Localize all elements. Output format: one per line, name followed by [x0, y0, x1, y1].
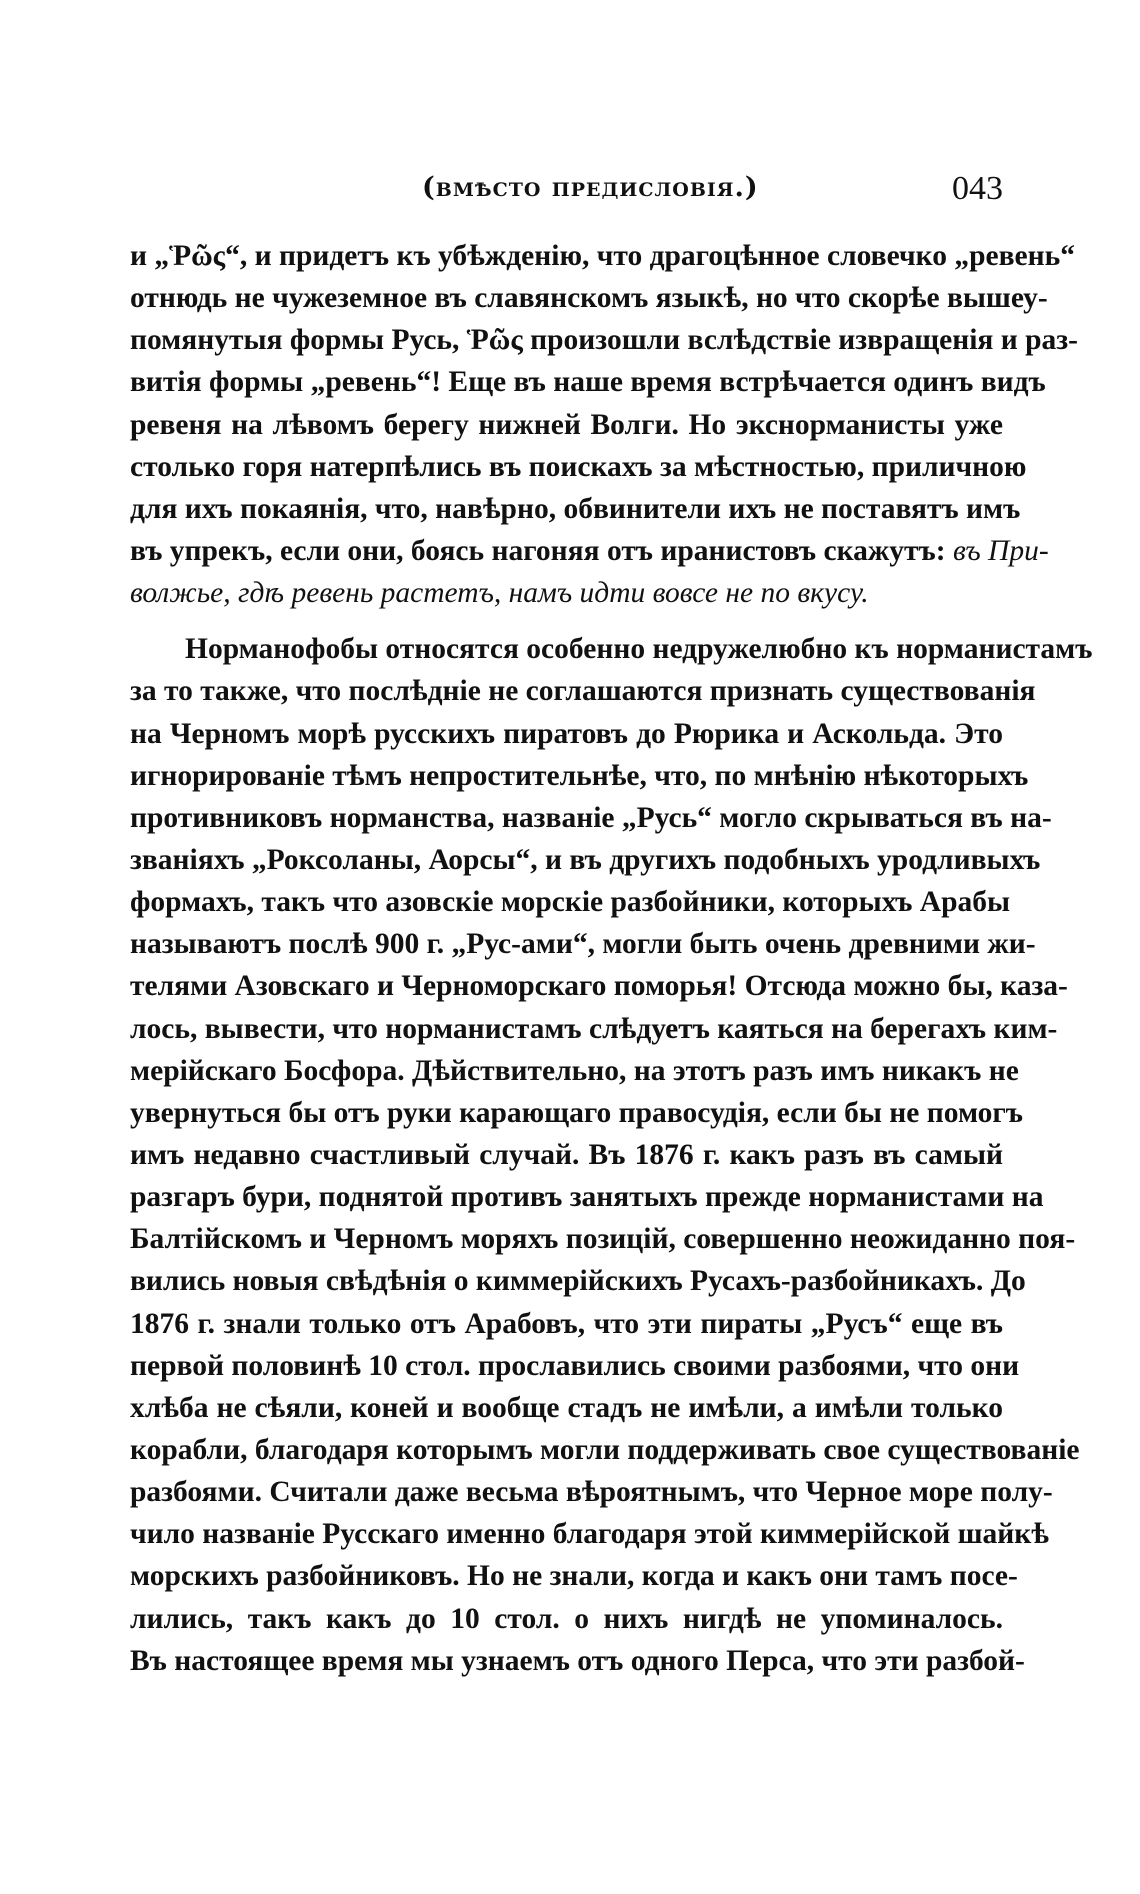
text-line: хлѣба не сѣяли, коней и вообще стадъ не имѣли, а имѣли только	[130, 1391, 1003, 1424]
running-title: (вмѣсто предисловія.)	[422, 172, 759, 203]
body-text	[130, 235, 1093, 1682]
text-line: лось, вывести, что норманистамъ слѣдуетъ каяться на берегахъ ким-	[130, 1012, 1058, 1045]
text-line: 1876 г. знали только отъ Арабовъ, что эти пираты „Русъ“ еще въ	[130, 1307, 1003, 1340]
text-line: Въ настоящее время мы узнаемъ отъ одного Перса, что эти разбой-	[130, 1644, 1025, 1677]
text-line-italic: волжье, гдѣ ревень растетъ, намъ идти вовсе не по вкусу.	[130, 577, 869, 610]
page-number: 043	[952, 170, 1003, 207]
text-line: Балтійскомъ и Черномъ моряхъ позицій, совершенно неожиданно поя-	[130, 1223, 1076, 1256]
text-line: и „Ῥῶς“, и придетъ къ убѣжденію, что драгоцѣнное словечко „ревень“	[130, 240, 1075, 272]
text-line: телями Азовскаго и Черноморскаго поморья! Отсюда можно бы, каза-	[130, 970, 1068, 1003]
text-line: ревеня на лѣвомъ берегу нижней Волги. Но экснорманисты уже	[130, 408, 1003, 441]
paragraph-1	[130, 235, 1078, 614]
text-line: отнюдь не чужеземное въ славянскомъ языкѣ, но что скорѣе вышеу-	[130, 282, 1048, 315]
text-line: мерійскаго Босфора. Дѣйствительно, на этотъ разъ имъ никакъ не	[130, 1054, 1019, 1087]
text-line: называютъ послѣ 900 г. „Рус-ами“, могли быть очень древними жи-	[130, 928, 1036, 961]
text-line: формахъ, такъ что азовскіе морскіе разбойники, которыхъ Арабы	[130, 886, 1011, 919]
text-line: увернуться бы отъ руки карающаго правосудія, если бы не помогъ	[130, 1096, 1023, 1129]
text-line	[130, 530, 1049, 572]
text-line: противниковъ норманства, названіе „Русь“ могло скрываться въ на-	[130, 801, 1052, 834]
text-line-roman: въ упрекъ, если они, боясь нагоняя отъ иранистовъ скажутъ:	[130, 534, 946, 567]
text-line: чило названіе Русскаго именно благодаря этой киммерійской шайкѣ	[130, 1518, 1050, 1551]
text-line: званіяхъ „Роксоланы, Аорсы“, и въ другихъ подобныхъ уродливыхъ	[130, 843, 1041, 876]
text-line: помянутыя формы Русь, Ῥῶς произошли вслѣдствіе извращенія и раз-	[130, 324, 1078, 357]
paragraph-2	[130, 628, 1093, 1682]
text-line: Норманофобы относятся особенно недружелюбно къ норманистамъ	[185, 633, 1093, 666]
text-line: имъ недавно счастливый случай. Въ 1876 г. какъ разъ въ самый	[130, 1138, 1003, 1171]
text-line: столько горя натерпѣлись въ поискахъ за мѣстностью, приличною	[130, 450, 1027, 483]
text-line: за то также, что послѣдніе не соглашаются признать существованія	[130, 675, 1036, 708]
text-line: витія формы „ревень“! Еще въ наше время встрѣчается одинъ видъ	[130, 366, 1046, 399]
paragraph-gap	[130, 614, 1003, 628]
text-line: морскихъ разбойниковъ. Но не знали, когда и какъ они тамъ посе-	[130, 1560, 1018, 1593]
text-line: для ихъ покаянія, что, навѣрно, обвинители ихъ не поставятъ имъ	[130, 492, 1021, 525]
text-line: разгаръ бури, поднятой противъ занятыхъ прежде норманистами на	[130, 1181, 1044, 1214]
italic-phrase: въ При-	[952, 534, 1049, 567]
running-header	[130, 170, 1003, 210]
text-line: вились новыя свѣдѣнія о киммерійскихъ Русахъ-разбойникахъ. До	[130, 1265, 1026, 1298]
text-line: разбоями. Считали даже весьма вѣроятнымъ, что Черное море полу-	[130, 1476, 1053, 1509]
text-line: лились, такъ какъ до 10 стол. о нихъ нигдѣ не упоминалось.	[130, 1602, 1003, 1635]
text-line: корабли, благодаря которымъ могли поддерживать свое существованіе	[130, 1433, 1080, 1466]
text-line: игнорированіе тѣмъ непростительнѣе, что, по мнѣнію нѣкоторыхъ	[130, 759, 1029, 792]
text-line: первой половинѣ 10 стол. прославились своими разбоями, что они	[130, 1349, 1020, 1382]
text-line: на Черномъ морѣ русскихъ пиратовъ до Рюрика и Аскольда. Это	[130, 717, 1003, 750]
